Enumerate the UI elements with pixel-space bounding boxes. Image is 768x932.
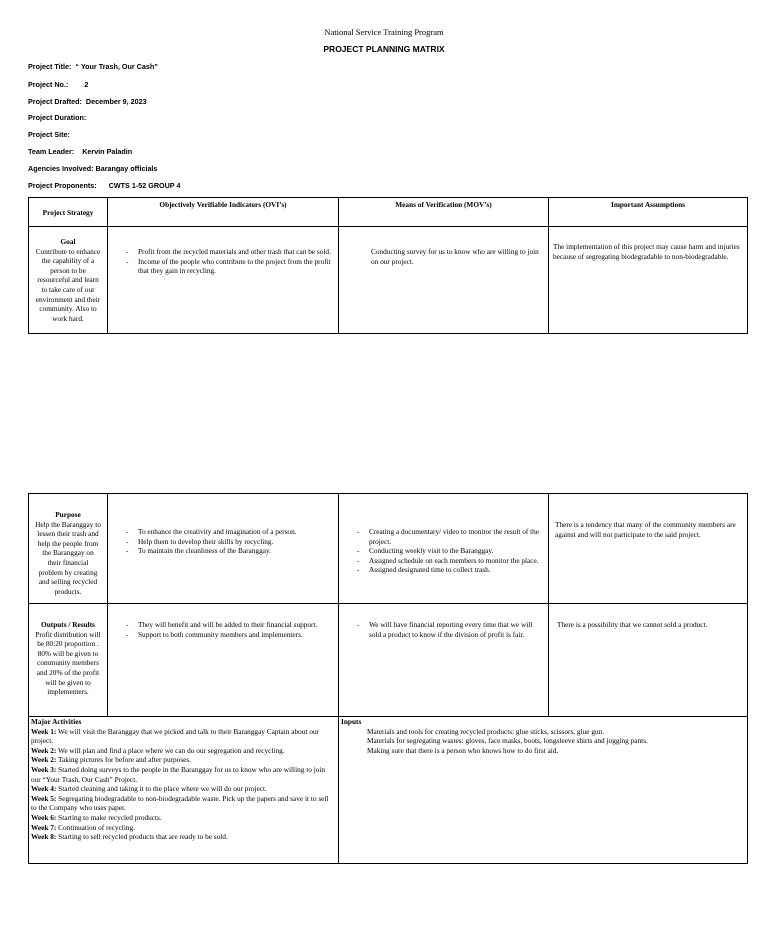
planning-matrix-table-top <box>28 197 748 334</box>
week-item: Week 5: Segregating biodegradable to non-biodegradable waste. Pick up the papers and save it to sell to the Company who uses paper. <box>31 793 329 813</box>
major-activities-title: Major Activities <box>31 717 82 726</box>
activities-row <box>29 717 748 864</box>
purpose-row <box>29 494 748 604</box>
inputs-title: Inputs <box>341 717 362 726</box>
purpose-mov-cell <box>339 494 549 604</box>
purpose-mov-item: - Creating a documentary/ video to monitor the result of the project. <box>353 527 542 546</box>
purpose-title: Purpose <box>55 510 81 519</box>
info-agencies <box>28 164 157 173</box>
info-value: CWTS 1-52 GROUP 4 <box>108 181 181 190</box>
goal-title: Goal <box>60 237 76 246</box>
outputs-strategy-cell <box>29 604 108 717</box>
purpose-mov-item: - Conducting weekly visit to the Baranggay. <box>353 546 542 556</box>
header-assumptions: Important Assumptions <box>549 198 748 227</box>
info-team-leader <box>28 147 132 156</box>
week-item: Week 2: Taking pictures for before and after purposes. <box>31 755 192 765</box>
info-label: Project No.: <box>28 80 69 89</box>
goal-assumption-cell: The implementation of this project may cause harm and injuries because of segregating biodegradable to non-biodegradable. <box>549 227 748 334</box>
purpose-mov-item: - Assigned designated time to collect trash. <box>353 565 542 575</box>
week-item: Week 7: Continuation of recycling. <box>31 822 135 832</box>
outputs-title: Outputs / Results <box>41 620 95 629</box>
inputs-line: Materials for segregating wastes: gloves, face masks, boots, longsleeve shirts and jogging pants. <box>367 736 648 746</box>
purpose-text: Help the Baranggay to lessen their trash and help the people from the Baranggay on their financial problem by creating and selling recycled products. <box>35 519 101 596</box>
info-label: Project Site: <box>28 130 70 139</box>
purpose-ovi-item: - To enhance the creativity and imagination of a person. <box>122 527 332 537</box>
week-item: Week 8: Starting to sell recycled products that are ready to be sold. <box>31 832 228 842</box>
week-item: Week 1: We will visit the Baranggay that we picked and talk to their Baranggay Captain about our project. <box>31 726 320 746</box>
outputs-mov-cell <box>339 604 549 717</box>
info-value: Barangay officials <box>95 164 158 173</box>
matrix-title: PROJECT PLANNING MATRIX <box>323 44 445 54</box>
purpose-ovi-item: - To maintain the cleanliness of the Baranggay. <box>122 546 332 556</box>
header-project-strategy: Project Strategy <box>29 198 108 227</box>
goal-strategy-cell <box>29 227 108 334</box>
inputs-line: Making sure that there is a person who knows how to do first aid. <box>367 745 559 755</box>
purpose-strategy-cell <box>29 494 108 604</box>
week-item: Week 6: Starting to make recycled products. <box>31 812 162 822</box>
outputs-ovi-cell <box>108 604 339 717</box>
header-mov: Means of Verification (MOV’s) <box>339 198 549 227</box>
inputs-line: Materials and tools for creating recycled products: glue sticks, scissors, glue gun. <box>367 726 605 736</box>
week-item: Week 2: We will plan and find a place where we can do our segregation and recycling. <box>31 745 285 755</box>
info-label: Team Leader: <box>28 147 75 156</box>
info-project-drafted <box>28 97 147 106</box>
info-project-no <box>28 80 88 89</box>
goal-text: Contribute to enhance the capability of a person to be resourceful and learn to take care of our environment and their community. Also to work hard. <box>35 246 101 323</box>
inputs-cell <box>339 717 748 864</box>
goal-row <box>29 227 748 334</box>
outputs-row <box>29 604 748 717</box>
header-ovi: Objectively Verifiable Indicators (OVI’s) <box>108 198 339 227</box>
info-project-title <box>28 62 158 71</box>
info-label: Agencies Involved: <box>28 164 94 173</box>
purpose-mov-item: - Assigned schedule on each members to monitor the place. <box>353 556 542 566</box>
info-value: 2 <box>84 80 89 89</box>
major-activities-cell <box>29 717 339 864</box>
info-label: Project Title: <box>28 62 72 71</box>
goal-ovi-cell <box>108 227 339 334</box>
outputs-ovi-item: - They will benefit and will be added to their financial support. <box>122 620 332 630</box>
outputs-ovi-item: - Support to both community members and implementers. <box>122 630 332 640</box>
week-item: Week 3: Started doing surveys to the people in the Baranggay for us to know who are willing to join our “Your Trash, Our Cash” Project. <box>31 764 326 784</box>
goal-mov-cell: Conducting survey for us to know who are willing to join on our project. <box>339 227 549 334</box>
outputs-mov-item: - We will have financial reporting every time that we will sold a product to know if the division of profit is fair. <box>353 620 542 639</box>
outputs-text: Profit distribution will be 80:20 proportion . 80% will be given to community members and 20% of the profit will be given to implementers. <box>35 629 101 697</box>
info-value: “ Your Trash, Our Cash” <box>75 62 158 71</box>
purpose-ovi-cell <box>108 494 339 604</box>
info-proponents <box>28 181 180 190</box>
info-value: Kervin Paladin <box>82 147 133 156</box>
purpose-ovi-item: - Help them to develop their skills by recycling. <box>122 537 332 547</box>
outputs-assumption-cell: There is a possibility that we cannot sold a product. <box>549 604 748 717</box>
week-item: Week 4: Started cleaning and taking it to the place where we will do our project. <box>31 784 267 794</box>
info-value: December 9, 2023 <box>85 97 147 106</box>
info-label: Project Duration: <box>28 113 87 122</box>
goal-ovi-item: - Profit from the recycled materials and other trash that can be sold. <box>122 247 332 257</box>
info-project-duration <box>28 113 88 122</box>
info-label: Project Proponents: <box>28 181 97 190</box>
goal-ovi-item: - Income of the people who contribute to the project from the profit that they gain in recycling. <box>122 257 332 276</box>
purpose-assumption-cell: There is a tendency that many of the community members are against and will not participate to the said project. <box>549 494 748 604</box>
info-project-site <box>28 130 72 139</box>
program-heading: National Service Training Program <box>324 27 444 37</box>
planning-matrix-table-bottom <box>28 493 748 864</box>
info-label: Project Drafted: <box>28 97 82 106</box>
